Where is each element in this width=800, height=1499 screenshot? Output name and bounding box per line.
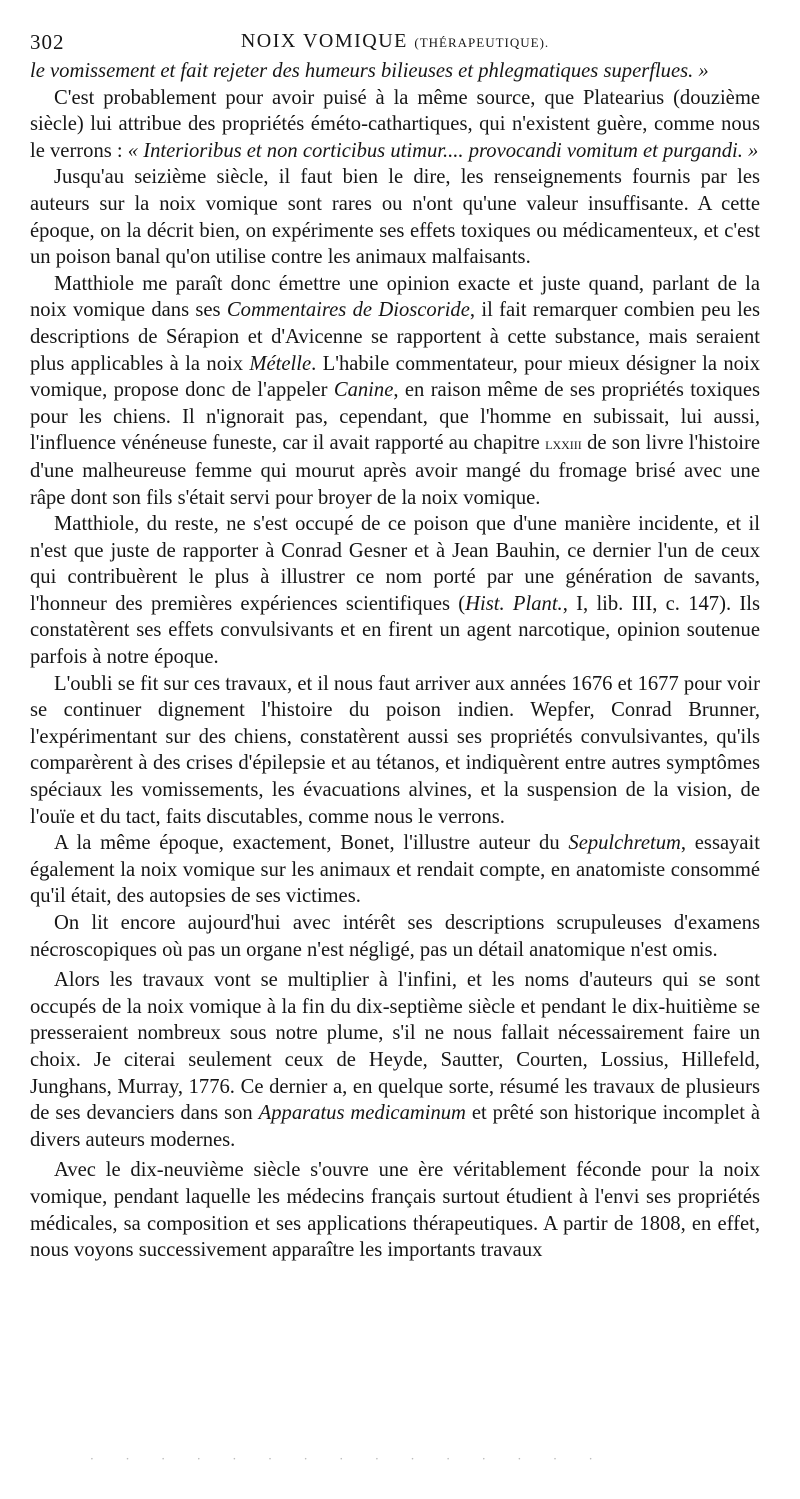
italic-text: Apparatus medicaminum — [258, 1102, 466, 1125]
paragraph — [30, 58, 760, 85]
text-run: C'est probablement pour avoir puisé à la même source, que Platearius (douzième siècle) lui attribue des propriétés éméto-cathartiques, qui n'existent guère, comme nous le verrons : — [30, 86, 760, 162]
paragraph — [30, 1157, 760, 1263]
paragraph — [30, 511, 760, 671]
running-header — [30, 28, 760, 58]
text-run: Alors les travaux vont se multiplier à l'infini, et les noms d'auteurs qui se sont occupés de la noix vomique à la fin du dix-septième siècle et pendant le dix-huitième se presseraient nombreux sous notre plume, s'il ne nous fallait nécessairement faire un choix. Je citerai seulement ceux de Heyde, Sautter, Courten, Lossius, Hillefeld, Junghans, Murray, 1776. Ce dernier a, en quelque sorte, résumé les travaux de plusieurs de ses devanciers dans son — [30, 969, 760, 1125]
text-run: et prêté son historique incomplet à divers auteurs modernes. — [30, 1102, 760, 1151]
text-run: Matthiole me paraît donc émettre une opinion exacte et juste quand, parlant de la noix vomique dans ses — [30, 272, 760, 322]
italic-text: Mételle — [249, 352, 312, 375]
text-run: L'oubli se fit sur ces travaux, et il nous faut arriver aux années 1676 et 1677 pour voir se continuer dignement l'histoire du poison indien. Wepfer, Conrad Brunner, l'expérimentant sur des chiens, constatèrent aussi ses propriétés convulsivantes, qu'ils comparèrent à des crises d'épilepsie et au tétanos, et indiquèrent entre autres symptômes spéciaux les vomissements, les évacuations alvines, et la suspension de la vision, de l'ouïe et du tact, faits discutables, comme nous le verrons. — [30, 672, 760, 828]
text-run: Matthiole, du reste, ne s'est occupé de ce poison que d'une manière incidente, et il n'est que juste de rapporter à Conrad Gesner et à Jean Bauhin, ce dernier l'un de ceux qui contribuèrent le plus à illustrer ce nom porté par une génération de savants, l'honneur des premières expériences scientifiques ( — [30, 513, 760, 615]
italic-text: Canine — [333, 379, 394, 402]
italic-text: le vomissement et fait rejeter des humeurs bilieuses et phlegmatiques superflues. » — [30, 60, 709, 82]
running-title-sub: (THÉRAPEUTIQUE). — [414, 35, 550, 50]
paragraph — [30, 910, 760, 963]
italic-text: « Interioribus et non corticibus utimur.... provocandi vomitum et purgandi. » — [127, 139, 759, 162]
text-run: , essayait également la noix vomique sur les animaux et rendait compte, en anatomiste consommé qu'il était, des autopsies de ses victimes. — [30, 832, 760, 908]
page-number: 302 — [30, 30, 65, 54]
italic-text: Hist. Plant. — [465, 592, 563, 615]
italic-text: Sepulchretum — [568, 832, 681, 855]
text-run: de son livre l'histoire d'une malheureuse femme qui mourut après avoir mangé du fromage brisé avec une râpe dont son fils s'était servi pour broyer de la noix vomique. — [30, 432, 760, 509]
paragraph — [30, 671, 760, 831]
paragraph — [30, 271, 760, 511]
running-title-main: NOIX VOMIQUE — [240, 30, 408, 52]
text-run: lxxiii — [545, 434, 582, 454]
italic-text: Commentaires de Dioscoride — [226, 299, 470, 322]
text-run: On lit encore aujourd'hui avec intérêt ses descriptions scrupuleuses d'examens nécroscopiques où pas un organe n'est négligé, pas un détail anatomique n'est omis. — [30, 912, 760, 961]
text-run: Jusqu'au seizième siècle, il faut bien le dire, les renseignements fournis par les auteurs sur la noix vomique sont rares ou n'ont qu'une valeur insuffisante. A cette époque, on la décrit bien, on expérimente ses effets toxiques ou médicamenteux, et c'est un poison banal qu'on utilise contre les animaux malfaisants. — [30, 166, 760, 269]
paragraph — [30, 164, 760, 270]
body-text — [30, 58, 760, 1264]
document-page — [30, 28, 760, 1264]
paragraph — [30, 967, 760, 1153]
running-title — [30, 30, 760, 53]
paragraph — [30, 85, 760, 165]
page-bottom-speckle: · · · · · · · · · · · · · · · — [90, 1452, 607, 1466]
paragraph — [30, 830, 760, 910]
text-run: A la même époque, exactement, Bonet, l'illustre auteur du — [54, 832, 569, 855]
text-run: Avec le dix-neuvième siècle s'ouvre une ère véritablement féconde pour la noix vomique, pendant laquelle les médecins français surtout étudient à l'envi ses propriétés médicales, sa composition et ses applications thérapeutiques. A partir de 1808, en effet, nous voyons successivement apparaître les importants travaux — [30, 1159, 760, 1262]
text-run: , I, lib. III, c. 147). Ils constatèrent ses effets convulsivants et en firent un agent narcotique, opinion soutenue parfois à notre époque. — [30, 592, 760, 669]
text-run: , en raison même de ses propriétés toxiques pour les chiens. Il n'ignorait pas, cependant, que l'homme en subissait, lui aussi, l'influence vénéneuse funeste, car il avait rapporté au chapitre — [30, 379, 761, 455]
text-run: , il fait remarquer combien peu les descriptions de Sérapion et d'Avicenne se rapportent à cette substance, mais seraient plus applicables à la noix — [30, 299, 760, 375]
text-run: . L'habile commentateur, pour mieux désigner la noix vomique, propose donc de l'appeler — [30, 352, 760, 402]
